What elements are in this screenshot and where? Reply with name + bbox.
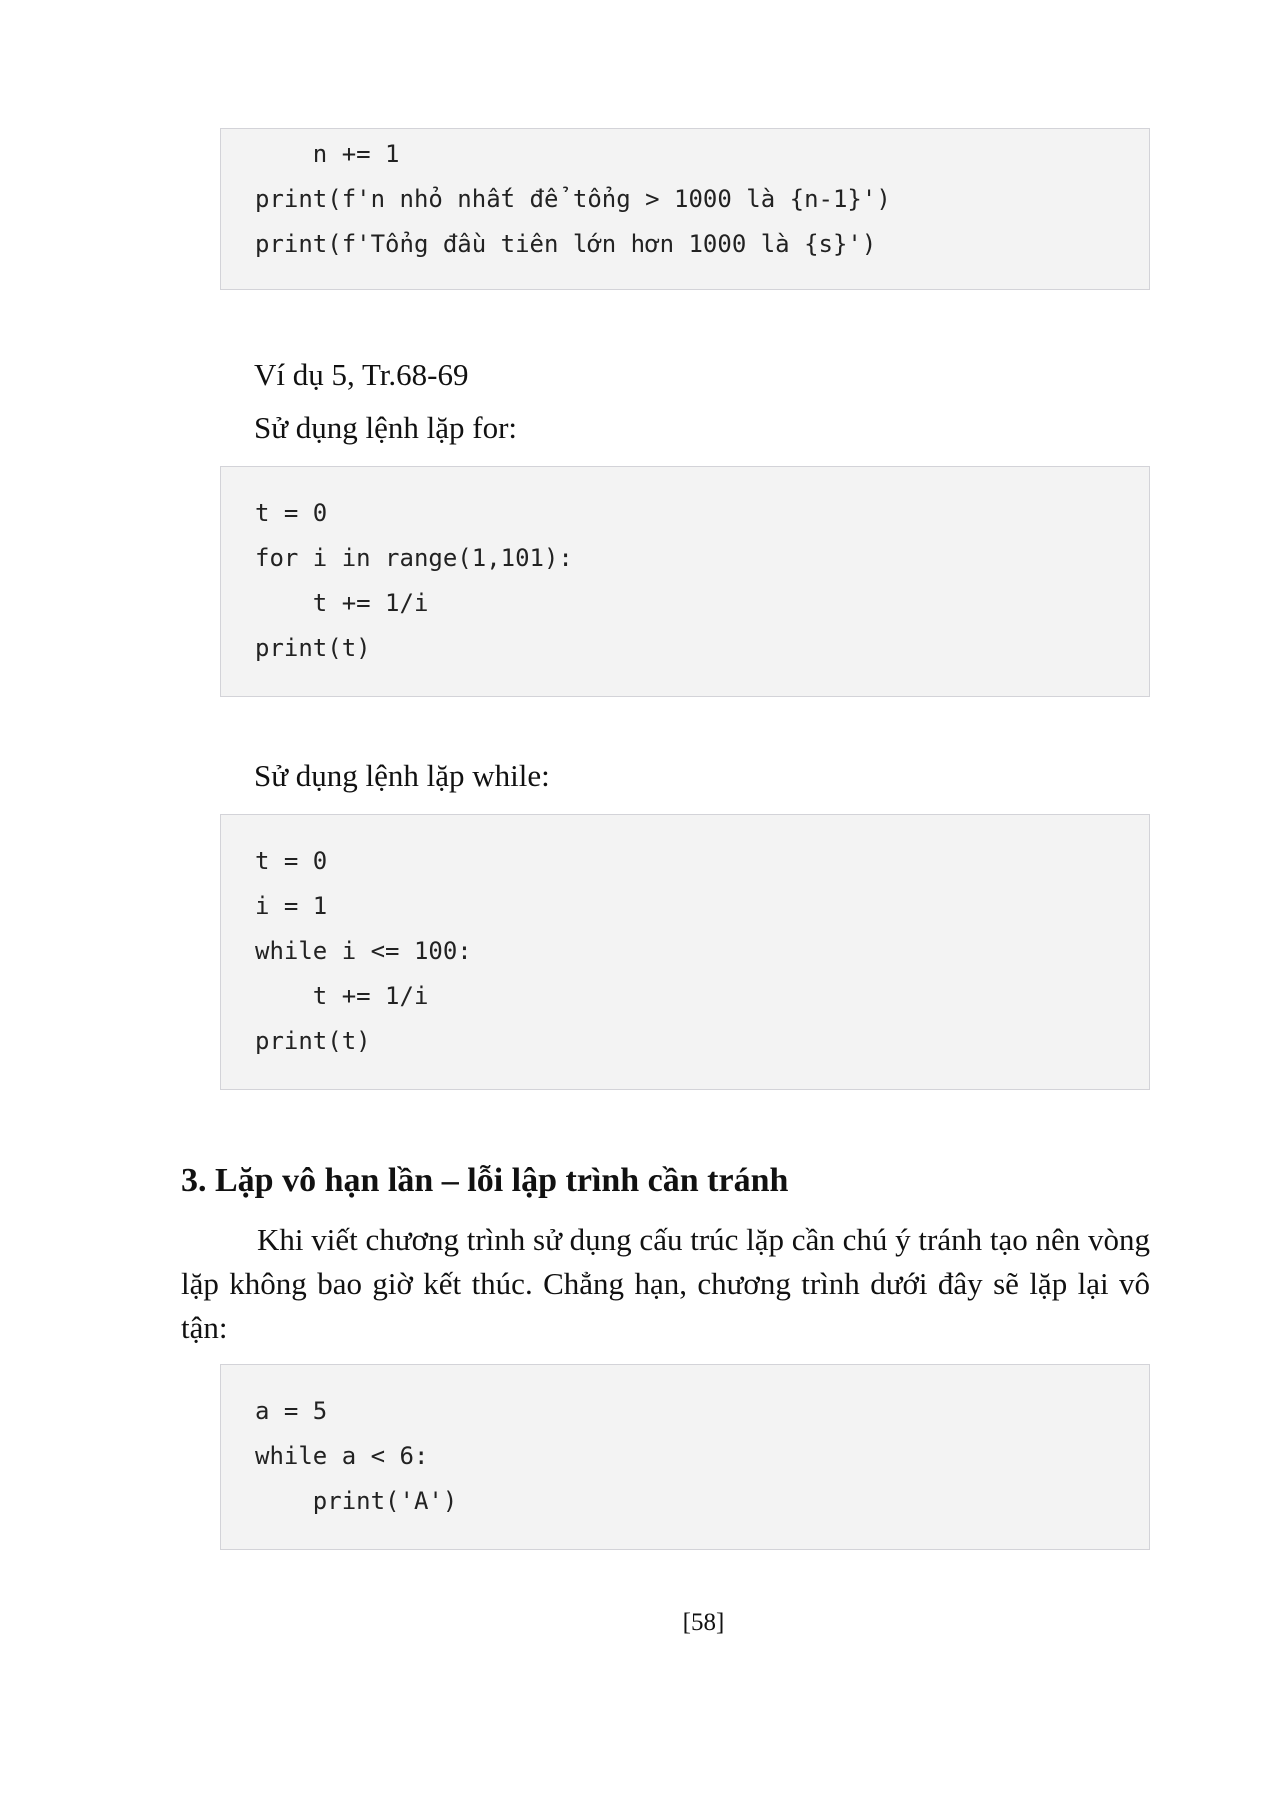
code-block-while xyxy=(220,814,1150,1090)
code-block-for xyxy=(220,466,1150,697)
example-title: Ví dụ 5, Tr.68-69 xyxy=(254,357,469,392)
while-loop-label: Sử dụng lệnh lặp while: xyxy=(254,758,550,793)
code-line: a = 5 xyxy=(255,1397,328,1425)
code-line: print('A') xyxy=(255,1487,458,1515)
code-line: while a < 6: xyxy=(255,1442,429,1470)
code-line: print(t) xyxy=(255,1027,371,1055)
code-line: print(f'Tổng đầu tiên lớn hơn 1000 là {s}') xyxy=(255,230,877,258)
section-heading: 3. Lặp vô hạn lần – lỗi lập trình cần tránh xyxy=(181,1162,789,1199)
code-line: t += 1/i xyxy=(255,589,429,617)
code-line: for i in range(1,101): xyxy=(255,544,573,572)
code-block-continued xyxy=(220,128,1150,290)
page-number: [58] xyxy=(682,1609,725,1636)
code-line: print(f'n nhỏ nhất để tổng > 1000 là {n-1}') xyxy=(255,185,891,213)
code-line: n += 1 xyxy=(255,140,400,168)
code-line: t = 0 xyxy=(255,499,328,527)
code-line: while i <= 100: xyxy=(255,937,472,965)
body-paragraph: Khi viết chương trình sử dụng cấu trúc lặp cần chú ý tránh tạo nên vòng lặp không bao giờ kết thúc. Chẳng hạn, chương trình dưới đây sẽ lặp lại vô tận: xyxy=(181,1222,1150,1345)
code-block-infinite-loop xyxy=(220,1364,1150,1550)
code-line: t = 0 xyxy=(255,847,328,875)
code-line: t += 1/i xyxy=(255,982,429,1010)
code-line: print(t) xyxy=(255,634,371,662)
for-loop-label: Sử dụng lệnh lặp for: xyxy=(254,410,518,445)
code-line: i = 1 xyxy=(255,892,328,920)
